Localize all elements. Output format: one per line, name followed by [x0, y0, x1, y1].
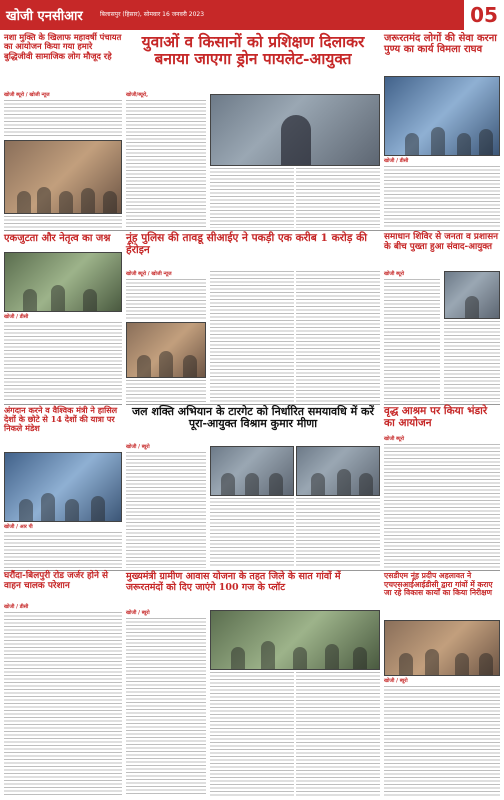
- news-photo-official: [210, 94, 380, 166]
- kicker: खोजी / ब्यूरो: [126, 444, 150, 450]
- article-body: [384, 686, 500, 796]
- article-body: [126, 380, 206, 402]
- article-body: [210, 271, 294, 402]
- news-photo: [126, 322, 206, 378]
- news-photo: [210, 610, 380, 670]
- article-vriddh-ashram-headline: [384, 406, 500, 434]
- article-drone-headline: [126, 33, 380, 89]
- news-photo-meeting: [296, 446, 380, 496]
- kicker: खोजी ब्यूरो / खोजी न्यूज: [126, 271, 172, 277]
- article-body: [126, 618, 206, 796]
- kicker: खोजी ब्यूरो: [384, 271, 405, 277]
- kicker: खोजी / ब्यूरो: [384, 678, 408, 684]
- article-body: [444, 321, 500, 402]
- headline: युवाओं व किसानों को प्रशिक्षण दिलाकर बनाया जाएगा ड्रोन पायलेट-आयुक्त: [141, 32, 365, 69]
- article-body: [210, 498, 294, 568]
- article-body: [210, 672, 294, 796]
- page-number: 05: [464, 0, 504, 30]
- article-samadhan-headline: [384, 233, 500, 269]
- kicker: खोजी ब्यूरो / खोजी न्यूज: [4, 92, 50, 98]
- article-body: [4, 100, 122, 138]
- article-seva-headline: [384, 33, 500, 75]
- headline: समाधान शिविर से जनता व प्रशासन के बीच पुख्ता हुआ संवाद-आयुक्त: [384, 232, 499, 252]
- news-photo: [444, 271, 500, 319]
- article-road-headline: [4, 572, 122, 602]
- article-body: [4, 322, 122, 402]
- headline: नशा मुक्ति के खिलाफ महावर्षी पंचायत का आयोजन किया गया हमारे बुद्धिजीवी सामाजिक लोग मौजूद रहे: [4, 32, 122, 61]
- article-body: [384, 279, 440, 402]
- headline: वृद्ध आश्रम पर किया भंडारे का आयोजन: [384, 405, 488, 429]
- headline: जल शक्ति अभियान के टारगेट को निर्धारित समयावधि में करें पूरा-आयुक्त विश्राम कुमार मीणा: [132, 405, 374, 431]
- article-body: [384, 166, 500, 228]
- article-body: [4, 532, 122, 568]
- kicker: खोजी / डीसी: [4, 314, 29, 320]
- article-sdm-headline: [384, 572, 500, 618]
- news-photo: [4, 452, 122, 522]
- article-jal-shakti-headline: [126, 406, 380, 442]
- edition-info: बिलासपुर (हिसार), सोमवार 16 जनवरी 2023: [100, 11, 205, 18]
- kicker: खोजी / ब्यूरो: [126, 610, 150, 616]
- headline: एसडीएम नूंह प्रदीप अहलावत ने एचएसआईआईडीसी द्वारा गांवों में कराए जा रहे विकास कार्यों का किया निरीक्षण: [384, 571, 493, 597]
- article-angdan-headline: [4, 406, 122, 450]
- article-heroin-headline: [126, 233, 380, 269]
- kicker: खोजी / आर पी: [4, 524, 33, 530]
- kicker: खोजी ब्यूरो: [384, 436, 405, 442]
- article-body: [4, 612, 122, 796]
- kicker: खोजी / डीसी: [384, 158, 409, 164]
- kicker: खोजी / डीसी: [4, 604, 29, 610]
- news-photo: [4, 252, 122, 312]
- article-body: [126, 100, 206, 228]
- headline: जरूरतमंद लोगों की सेवा करना पुण्य का कार्य विमला राघव: [384, 33, 497, 56]
- headline: नूंह पुलिस की तावडू सीआईए ने पकड़ी एक करीब 1 करोड़ की हेरोइन: [126, 232, 368, 256]
- headline: अंगदान करने व वैश्विक मंत्री ने हासिल देशों के छोटे से 14 देशों की यात्रा पर निकले मंडेश: [4, 405, 118, 434]
- kicker: खोजी/ब्यूरो,: [126, 92, 149, 98]
- article-body: [296, 271, 380, 402]
- news-photo: [4, 140, 122, 214]
- article-ekjutata-headline: [4, 233, 122, 251]
- news-photo: [384, 76, 500, 156]
- article-body: [296, 672, 380, 796]
- news-photo: [384, 620, 500, 676]
- article-body: [296, 168, 380, 228]
- article-body: [126, 452, 206, 568]
- article-body: [4, 216, 122, 228]
- article-body: [126, 279, 206, 319]
- article-nasha-mukti-headline: [4, 33, 122, 93]
- headline: घरौंदा-बिलपुरी रोड जर्जर होने से वाहन चालक परेशान: [4, 571, 108, 591]
- article-awas-headline: [126, 572, 380, 608]
- article-body: [384, 444, 500, 568]
- headline: एकजुटता और नेतृत्व का जश्न: [4, 233, 111, 244]
- news-photo-meeting: [210, 446, 294, 496]
- article-body: [296, 498, 380, 568]
- newspaper-logo: खोजी एनसीआर: [6, 9, 83, 24]
- headline: मुख्यमंत्री ग्रामीण आवास योजना के तहत जिले के सात गांवों में जरूरतमंदों को दिए जाएंगे 100 गज के प्लॉट: [126, 571, 341, 593]
- masthead: [0, 0, 504, 30]
- article-body: [210, 168, 294, 228]
